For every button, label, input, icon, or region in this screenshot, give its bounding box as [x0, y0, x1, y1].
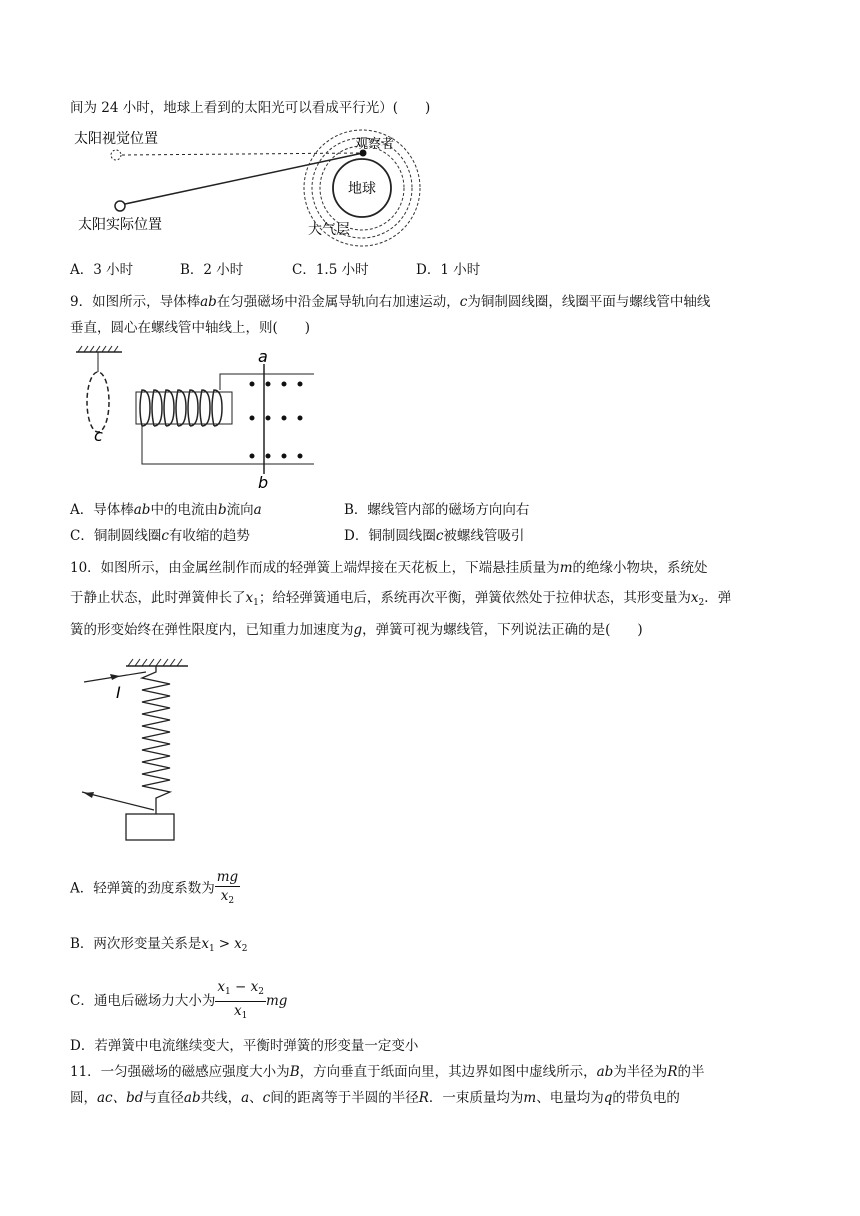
q9-text: A．导体棒 — [70, 502, 134, 518]
q10-option-c — [70, 978, 287, 1025]
q8-option-a: A．3 小时 — [70, 262, 134, 278]
solenoid-windings — [140, 390, 222, 426]
q11-text: 、电量均为 — [536, 1090, 604, 1106]
q11-text: 的半 — [677, 1064, 705, 1080]
q10-var-m: m — [559, 560, 573, 576]
q10-var-x: x — [245, 590, 254, 606]
q11-var-a: a — [241, 1090, 250, 1106]
q10-sub: 2 — [228, 896, 235, 906]
q10-text: ．弹 — [704, 590, 732, 606]
q11-var-ab: ab — [596, 1064, 614, 1080]
q10-var-x: x — [220, 888, 229, 904]
block — [126, 814, 174, 840]
q10-stem-line2 — [70, 588, 731, 613]
q10-text: A．轻弹簧的劲度系数为 — [70, 880, 215, 897]
q10-frac-num: mg — [216, 869, 239, 885]
q10-text: ，弹簧可视为螺线管，下列说法正确的是( ) — [362, 622, 643, 638]
q9-text: 在匀强磁场中沿金属导轨向右加速运动， — [216, 294, 460, 310]
q10-option-d: D．若弹簧中电流继续变大，平衡时弹簧的形变量一定变小 — [70, 1038, 419, 1054]
ceiling-hatch — [128, 659, 182, 666]
q9-text: 有收缩的趋势 — [168, 528, 250, 544]
q10-sub: 2 — [241, 944, 248, 954]
q9-var-b: b — [217, 502, 227, 518]
q10-var-x: x — [690, 590, 699, 606]
q10-option-b — [70, 934, 247, 959]
q11-var-acbd: ac、bd — [97, 1090, 144, 1106]
q10-sub: 2 — [698, 598, 705, 608]
q9-text: C．铜制圆线圈 — [70, 528, 162, 544]
q10-text: B．两次形变量关系是 — [70, 936, 202, 952]
q10-var-x: x — [217, 979, 225, 995]
q11-text: 的带负电的 — [612, 1090, 680, 1106]
q8-label-atmosphere: 大气层 — [308, 222, 350, 238]
q9-var-c: c — [459, 294, 468, 310]
q10-sub: 1 — [224, 987, 231, 997]
q8-options — [70, 260, 480, 280]
q10-label-current: I — [116, 683, 121, 702]
q9-var-a: a — [253, 502, 262, 518]
q9-text: 为铜制圆线圈，线圈平面与螺线管中轴线 — [467, 294, 711, 310]
q11-text: 圆， — [70, 1090, 97, 1106]
q10-option-a — [70, 868, 240, 910]
q9-label-c: c — [94, 426, 103, 445]
q9-var-ab: ab — [200, 294, 217, 310]
q10-text: C．通电后磁场力大小为 — [70, 993, 216, 1009]
q9-var-c: c — [161, 528, 169, 544]
q9-option-b: B．螺线管内部的磁场方向向右 — [344, 502, 530, 518]
sun-visual-circle — [111, 150, 121, 160]
q9-figure-svg — [70, 344, 330, 492]
q10-var-x: x — [233, 1003, 242, 1019]
q10-frac-num — [215, 978, 266, 1002]
q8-label-sun-visual: 太阳视觉位置 — [74, 131, 158, 147]
q10-figure — [70, 654, 220, 848]
q9-label-b: b — [258, 473, 269, 492]
q10-text: 簧的形变始终在弹性限度内，已知重力加速度为 — [70, 622, 354, 638]
q10-sub: 1 — [241, 1011, 248, 1021]
q10-sub: 1 — [209, 944, 215, 954]
q10-gt: > — [218, 936, 231, 952]
q11-stem-line1 — [70, 1062, 704, 1082]
lower-rail — [142, 426, 314, 464]
q9-text: 9．如图所示，导体棒 — [70, 294, 201, 310]
q10-text: 的绝缘小物块，系统处 — [572, 560, 708, 576]
q10-var-x: x — [250, 979, 259, 995]
sun-actual-circle — [115, 201, 125, 211]
q9-text: 流向 — [226, 502, 254, 518]
q11-text: 、 — [249, 1090, 263, 1106]
q11-var-q: q — [603, 1090, 613, 1106]
q11-var-ab: ab — [183, 1090, 201, 1106]
q11-stem-line2 — [70, 1088, 680, 1108]
q10-text: 于静止状态，此时弹簧伸长了 — [70, 590, 246, 606]
q10-text: 10．如图所示，由金属丝制作而成的轻弹簧上端焊接在天花板上，下端悬挂质量为 — [70, 560, 560, 576]
q9-options-row2 — [70, 526, 524, 546]
q10-minus: − — [230, 979, 251, 995]
q11-var-B: B — [289, 1064, 300, 1080]
q10-var-x: x — [201, 936, 210, 952]
q8-option-b: B．2 小时 — [180, 262, 244, 278]
q9-text: D．铜制圆线圈 — [344, 528, 436, 544]
q8-label-sun-actual: 太阳实际位置 — [78, 217, 162, 233]
q10-var-mg: mg — [265, 993, 288, 1009]
q10-fraction-a — [215, 868, 240, 910]
q10-sub: 2 — [258, 987, 264, 997]
q9-text: 中的电流由 — [150, 502, 218, 518]
spring — [142, 666, 170, 814]
actual-ray — [125, 153, 363, 204]
q11-var-m: m — [523, 1090, 537, 1106]
q8-figure — [70, 120, 430, 254]
q9-label-a: a — [258, 347, 268, 366]
q10-frac-den — [215, 887, 240, 910]
q10-var-g: g — [353, 622, 363, 638]
q10-var-x: x — [234, 936, 242, 952]
q11-text: 11．一匀强磁场的磁感应强度大小为 — [70, 1064, 290, 1080]
q10-stem-line3 — [70, 620, 643, 640]
ceiling-hatch — [78, 346, 118, 352]
q10-fraction-c — [215, 978, 266, 1025]
q11-text: ．一束质量均为 — [428, 1090, 524, 1106]
magnetic-field-dots — [250, 382, 303, 459]
q10-sub: 1 — [253, 598, 259, 608]
q10-frac-den — [215, 1002, 266, 1025]
q8-option-d: D．1 小时 — [416, 262, 481, 278]
q11-text: 间的距离等于半圆的半径 — [270, 1090, 419, 1106]
q9-figure — [70, 344, 330, 496]
q9-option-a — [70, 500, 344, 520]
q8-label-observer: 观察者 — [355, 137, 395, 152]
q8-stem-tail: 间为 24 小时，地球上看到的太阳光可以看成平行光）( ) — [70, 100, 431, 116]
q8-label-earth: 地球 — [348, 181, 376, 197]
copper-ring-c — [87, 372, 109, 432]
q11-var-c: c — [262, 1090, 271, 1106]
q11-text: 与直径 — [143, 1090, 184, 1106]
q9-option-c — [70, 526, 344, 546]
q11-var-R: R — [667, 1064, 678, 1080]
q10-text: ；给轻弹簧通电后，系统再次平衡，弹簧依然处于拉伸状态，其形变量为 — [258, 590, 691, 606]
q10-figure-svg — [70, 654, 220, 844]
q11-text: 共线， — [200, 1090, 242, 1106]
q9-option-d — [344, 526, 524, 546]
q11-text: 为半径为 — [613, 1064, 668, 1080]
q10-stem-line1 — [70, 558, 708, 578]
q9-text: 被螺线管吸引 — [443, 528, 525, 544]
q9-stem-line2: 垂直，圆心在螺线管中轴线上，则( ) — [70, 320, 311, 336]
q9-options-row1 — [70, 500, 529, 520]
q9-stem-line1 — [70, 292, 710, 312]
current-arrow-out — [84, 792, 94, 798]
q11-var-R: R — [418, 1090, 429, 1106]
q8-option-c: C．1.5 小时 — [292, 262, 369, 278]
q11-text: ，方向垂直于纸面向里，其边界如图中虚线所示， — [299, 1064, 597, 1080]
q8-figure-svg — [70, 120, 430, 250]
q9-var-c: c — [435, 528, 444, 544]
q9-var-ab: ab — [133, 502, 151, 518]
